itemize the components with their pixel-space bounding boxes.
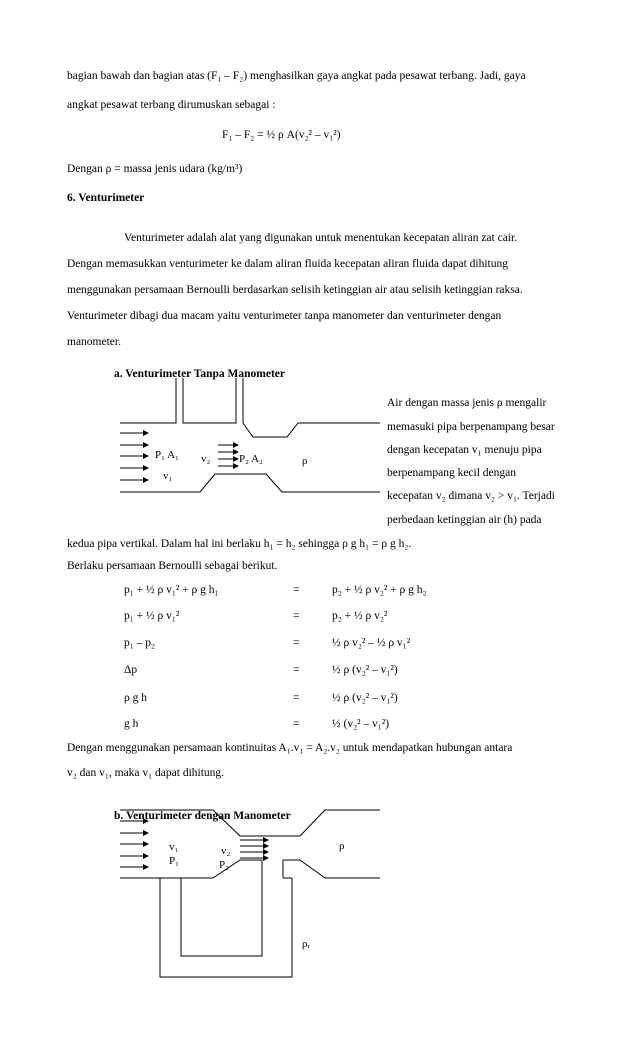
label-p1-a1: P₁ A₁ — [155, 449, 179, 461]
equation-left: p₁ + ½ ρ v₁² + ρ g h₁ — [124, 584, 219, 596]
paragraph-line: kedua pipa vertikal. Dalam hal ini berlaku h₁ = h₂ sehingga ρ g h₁ = ρ g h₂. — [67, 538, 412, 550]
equation-equals: = — [293, 610, 300, 622]
paragraph-line: Dengan menggunakan persamaan kontinuitas A₁.v₁ = A₂.v₂ untuk mendapatkan hubungan antara — [67, 742, 513, 754]
equation-left: Δp — [124, 664, 138, 676]
venturimeter-dengan-manometer-diagram — [120, 810, 380, 977]
side-text-line: memasuki pipa berpenampang besar — [387, 421, 555, 433]
equation-right: ½ (v₂² – v₁²) — [332, 718, 390, 730]
paragraph-line: Berlaku persamaan Bernoulli sebagai berikut. — [67, 560, 278, 572]
equation-equals: = — [293, 664, 300, 676]
equation-equals: = — [293, 637, 300, 649]
subsection-heading-a: a. Venturimeter Tanpa Manometer — [114, 368, 286, 380]
equation-left: g h — [124, 718, 139, 730]
paragraph-line: angkat pesawat terbang dirumuskan sebagai : — [67, 99, 276, 111]
section-heading: 6. Venturimeter — [67, 192, 145, 204]
label-v2: v₂ — [201, 453, 211, 465]
rho-definition: Dengan ρ = massa jenis udara (kg/m³) — [67, 163, 243, 175]
side-text-line: kecepatan v₂ dimana v₂ > v₁. Terjadi — [387, 490, 555, 502]
label-p1: P₁ — [169, 855, 179, 867]
paragraph-line: menggunakan persamaan Bernoulli berdasarkan selisih ketinggian air atau selisih ketinggian raksa. — [67, 284, 523, 296]
side-text-line: Air dengan massa jenis ρ mengalir — [387, 397, 547, 409]
side-text-line: dengan kecepatan v₁ menuju pipa — [387, 444, 542, 456]
paragraph-line: Venturimeter adalah alat yang digunakan untuk menentukan kecepatan aliran zat cair. — [124, 232, 518, 244]
venturimeter-tanpa-manometer-diagram — [120, 378, 380, 492]
side-text-line: berpenampang kecil dengan — [387, 467, 516, 479]
subsection-heading-b: b. Venturimeter dengan Manometer — [114, 810, 291, 822]
lift-formula: F₁ – F₂ = ½ ρ A(v₂² – v₁²) — [222, 129, 341, 141]
equation-equals: = — [293, 692, 300, 704]
equation-left: p₁ – p₂ — [124, 637, 156, 649]
side-text-line: perbedaan ketinggian air (h) pada — [387, 514, 542, 526]
equation-equals: = — [293, 584, 300, 596]
equation-right: p₂ + ½ ρ v₂² — [332, 610, 388, 622]
paragraph-line: Dengan memasukkan venturimeter ke dalam aliran fluida kecepatan aliran fluida dapat dihitung — [67, 258, 508, 270]
label-rho: ρ — [302, 455, 308, 467]
equation-right: ½ ρ (v₂² – v₁²) — [332, 692, 398, 704]
label-v1: v₁ — [163, 470, 173, 482]
label-p2: P₂ — [219, 859, 229, 871]
equation-equals: = — [293, 718, 300, 730]
label-rho: ρ — [339, 840, 345, 852]
label-p2-a2: P₂ A₂ — [239, 453, 263, 465]
paragraph-line: Venturimeter dibagi dua macam yaitu venturimeter tanpa manometer dan venturimeter dengan — [67, 310, 502, 322]
paragraph-line: manometer. — [67, 336, 121, 348]
equation-right: p₂ + ½ ρ v₂² + ρ g h₂ — [332, 584, 427, 596]
paragraph-line: bagian bawah dan bagian atas (F₁ – F₂) menghasilkan gaya angkat pada pesawat terbang. Jadi, gaya — [67, 70, 526, 82]
label-v1: v₁ — [169, 841, 179, 853]
equation-right: ½ ρ v₂² – ½ ρ v₁² — [332, 637, 411, 649]
label-rho-raksa: ρᵣ — [302, 938, 311, 950]
label-v2: v₂ — [221, 845, 231, 857]
paragraph-line: v₂ dan v₁, maka v₁ dapat dihitung. — [67, 767, 225, 779]
equation-left: ρ g h — [124, 692, 147, 704]
equation-right: ½ ρ (v₂² – v₁²) — [332, 664, 398, 676]
equation-left: p₁ + ½ ρ v₁² — [124, 610, 180, 622]
